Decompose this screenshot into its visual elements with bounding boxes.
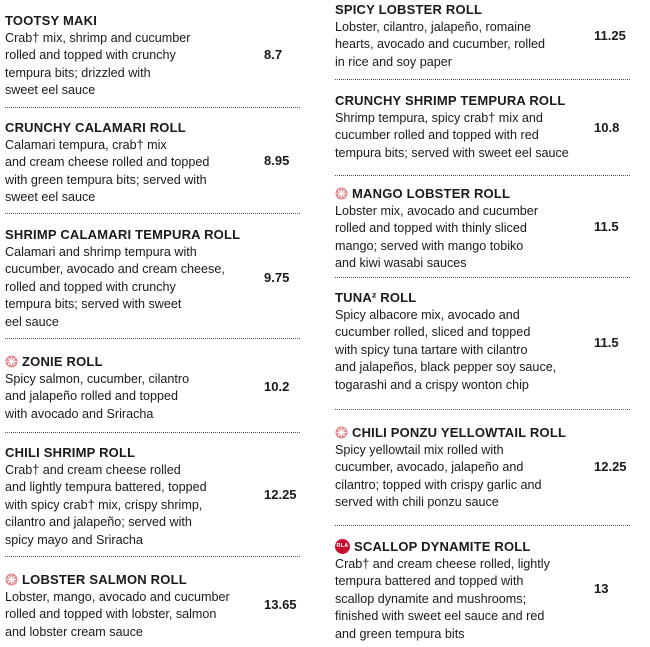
divider	[335, 525, 630, 526]
item-price: 13.65	[264, 597, 297, 612]
item-description: Spicy salmon, cucumber, cilantro and jalapeño rolled and topped with avocado and Sriracha	[5, 372, 190, 421]
menu-item	[5, 444, 300, 549]
divider	[5, 107, 300, 108]
item-price: 11.25	[594, 28, 626, 43]
item-description: Calamari and shrimp tempura with cucumber, avocado and cream cheese, rolled and topped with crunchy tempura bits; served with sweet eel sauce	[5, 245, 225, 329]
divider	[335, 79, 630, 80]
item-name: CHILI SHRIMP ROLL	[5, 445, 136, 460]
item-description: Shrimp tempura, spicy crab† mix and cucumber rolled and topped with red tempura bits; served with sweet eel sauce	[335, 111, 569, 160]
divider	[5, 338, 300, 339]
menu-item	[335, 538, 630, 643]
item-name: LOBSTER SALMON ROLL	[22, 572, 187, 587]
divider	[335, 277, 630, 278]
spicy-flower-icon	[5, 355, 18, 368]
item-price: 10.2	[264, 379, 290, 394]
item-name: TUNA² ROLL	[335, 290, 417, 305]
item-price: 8.7	[264, 47, 283, 62]
item-description: Lobster, mango, avocado and cucumber rolled and topped with lobster, salmon and lobster cream sauce	[5, 590, 230, 639]
divider	[335, 409, 630, 410]
spicy-flower-icon	[5, 573, 18, 586]
item-price: 9.75	[264, 270, 290, 285]
spicy-flower-icon	[335, 426, 348, 439]
menu-item	[5, 571, 300, 641]
item-description: Crab† and cream cheese rolled and lightly tempura battered, topped with spicy crab† mix, crispy shrimp, cilantro and jalapeño; served with spicy mayo and Sriracha	[5, 463, 207, 547]
item-price: 12.25	[594, 459, 627, 474]
menu-item	[335, 185, 630, 273]
menu-item	[5, 226, 300, 331]
menu-item	[335, 1, 630, 71]
item-description: Spicy yellowtail mix rolled with cucumber, avocado, jalapeño and cilantro; topped with crispy garlic and served with chili ponzu sauce	[335, 443, 542, 510]
divider	[5, 432, 300, 433]
menu-item	[335, 424, 630, 512]
item-description: Lobster mix, avocado and cucumber rolled and topped with thinly sliced mango; served with mango tobiko and kiwi wasabi sauces	[335, 204, 539, 271]
item-name: SHRIMP CALAMARI TEMPURA ROLL	[5, 227, 241, 242]
item-name: CHILI PONZU YELLOWTAIL ROLL	[352, 425, 567, 440]
item-price: 8.95	[264, 153, 290, 168]
item-description: Spicy albacore mix, avocado and cucumber rolled, sliced and topped with spicy tuna tartare with cilantro and jalapeños, black pepper soy sauce, togarashi and a crispy wonton chip	[335, 308, 557, 392]
item-name: CRUNCHY CALAMARI ROLL	[5, 120, 186, 135]
item-price: 11.5	[594, 335, 619, 350]
menu-item	[5, 12, 300, 100]
item-price: 13	[594, 581, 609, 596]
menu-item	[5, 119, 300, 207]
spicy-flower-icon	[335, 187, 348, 200]
item-name: MANGO LOBSTER ROLL	[352, 186, 511, 201]
divider	[5, 213, 300, 214]
item-price: 10.8	[594, 120, 620, 135]
item-name: TOOTSY MAKI	[5, 13, 98, 28]
item-description: Crab† mix, shrimp and cucumber rolled and topped with crunchy tempura bits; drizzled with sweet eel sauce	[5, 31, 191, 98]
item-name: CRUNCHY SHRIMP TEMPURA ROLL	[335, 93, 566, 108]
item-description: Lobster, cilantro, jalapeño, romaine hearts, avocado and cucumber, rolled in rice and soy paper	[335, 20, 546, 69]
menu-item	[5, 353, 300, 423]
item-description: Crab† and cream cheese rolled, lightly tempura battered and topped with scallop dynamite and mushrooms; finished with sweet eel sauce and red and green tempura bits	[335, 557, 550, 641]
item-name: ZONIE ROLL	[22, 354, 103, 369]
menu-item	[335, 289, 630, 394]
divider	[335, 175, 630, 176]
item-price: 12.25	[264, 487, 297, 502]
item-name: SPICY LOBSTER ROLL	[335, 2, 483, 17]
item-name: SCALLOP DYNAMITE ROLL	[354, 539, 531, 554]
divider	[5, 556, 300, 557]
menu-item	[335, 92, 630, 162]
item-description: Calamari tempura, crab† mix and cream cheese rolled and topped with green tempura bits; served with sweet eel sauce	[5, 138, 210, 205]
item-price: 11.5	[594, 219, 619, 234]
red-badge-icon: RLA	[335, 539, 350, 554]
